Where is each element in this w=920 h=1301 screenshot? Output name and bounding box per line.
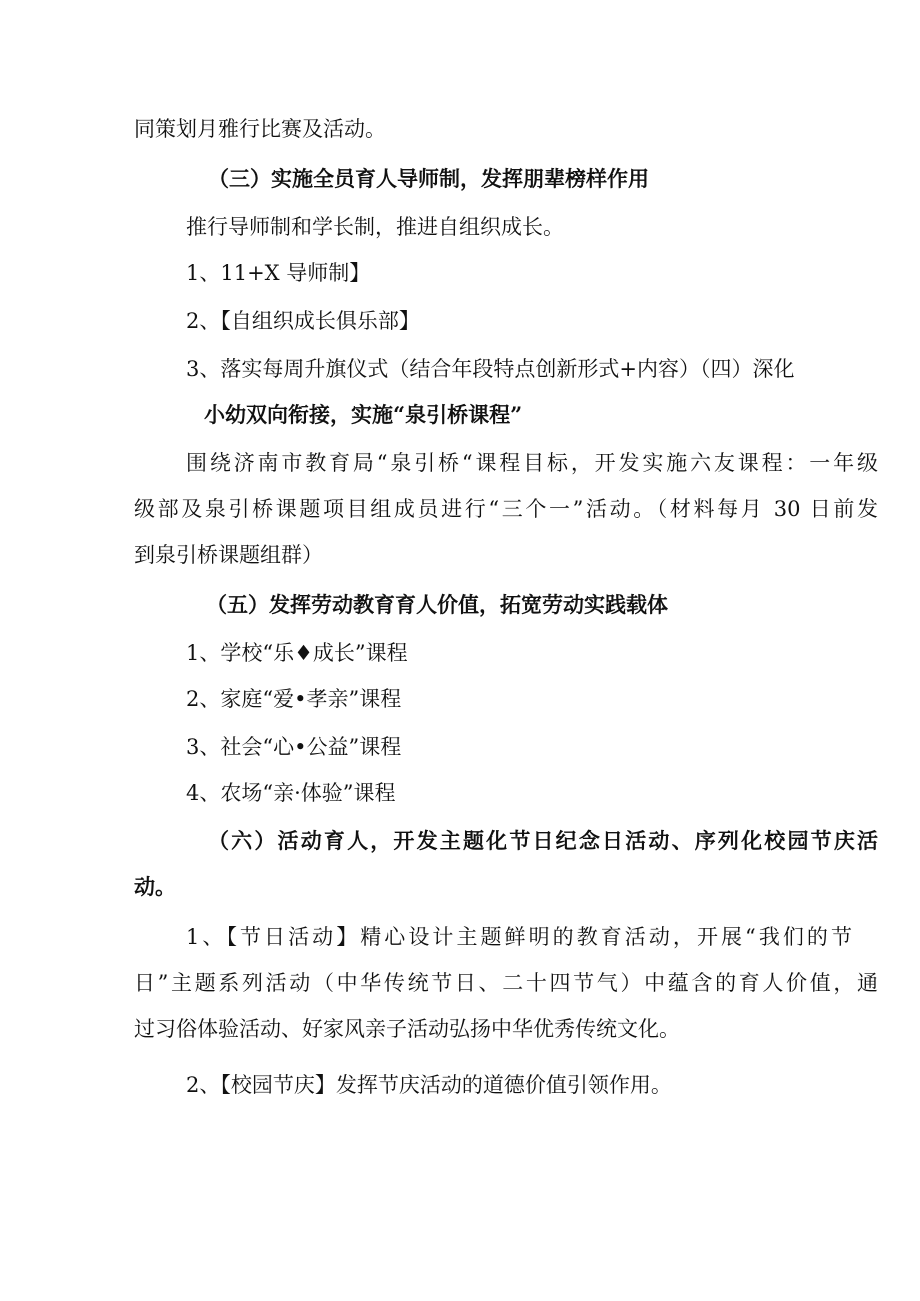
paragraph-text: 级部及泉引桥课题项目组成员进行“三个一”活动。（材料每月 30 日前发 [134, 497, 878, 521]
paragraph-text: 推行导师制和学长制，推进自组织成长。 [186, 215, 564, 239]
paragraph-text: 围绕济南市教育局“泉引桥“课程目标，开发实施六友课程：一年级 [186, 451, 878, 475]
section-heading-6: （六）活动育人，开发主题化节日纪念日活动、序列化校园节庆活 [208, 828, 878, 853]
paragraph-text: 2、【校园节庆】发挥节庆活动的道德价值引领作用。 [186, 1073, 672, 1097]
list-item [186, 354, 794, 384]
list-item: 2、家庭“爱•孝亲”课程 [186, 687, 402, 711]
list-item-text: 3、落实每周升旗仪式（结合年段特点创新形式+内容）（四）深化 [186, 357, 795, 381]
list-item: 1、学校“乐♦成长”课程 [186, 641, 408, 665]
paragraph-text: 日”主题系列活动（中华传统节日、二十四节气）中蕴含的育人价值，通 [134, 971, 878, 995]
paragraph-continuation: 同策划月雅行比赛及活动。 [134, 117, 386, 141]
paragraph-text: 到泉引桥课题组群） [134, 543, 323, 567]
list-item: 4、农场“亲·体验”课程 [186, 781, 396, 805]
section-heading-4-continued: 小幼双向衔接，实施“泉引桥课程” [204, 402, 523, 427]
section-heading-5: （五）发挥劳动教育育人价值，拓宽劳动实践载体 [206, 592, 668, 617]
section-heading-6-continued: 动。 [134, 874, 176, 899]
section-heading-3: （三）实施全员育人导师制，发挥朋辈榜样作用 [208, 166, 649, 191]
paragraph-text: 过习俗体验活动、好家风亲子活动弘扬中华优秀传统文化。 [134, 1017, 680, 1041]
paragraph-text: 1、【节日活动】精心设计主题鲜明的教育活动，开展“我们的节 [186, 925, 852, 949]
list-item: 2、【自组织成长俱乐部】 [186, 309, 420, 333]
list-item: 1、11+X 导师制】 [186, 261, 371, 285]
list-item: 3、社会“心•公益”课程 [186, 735, 402, 759]
